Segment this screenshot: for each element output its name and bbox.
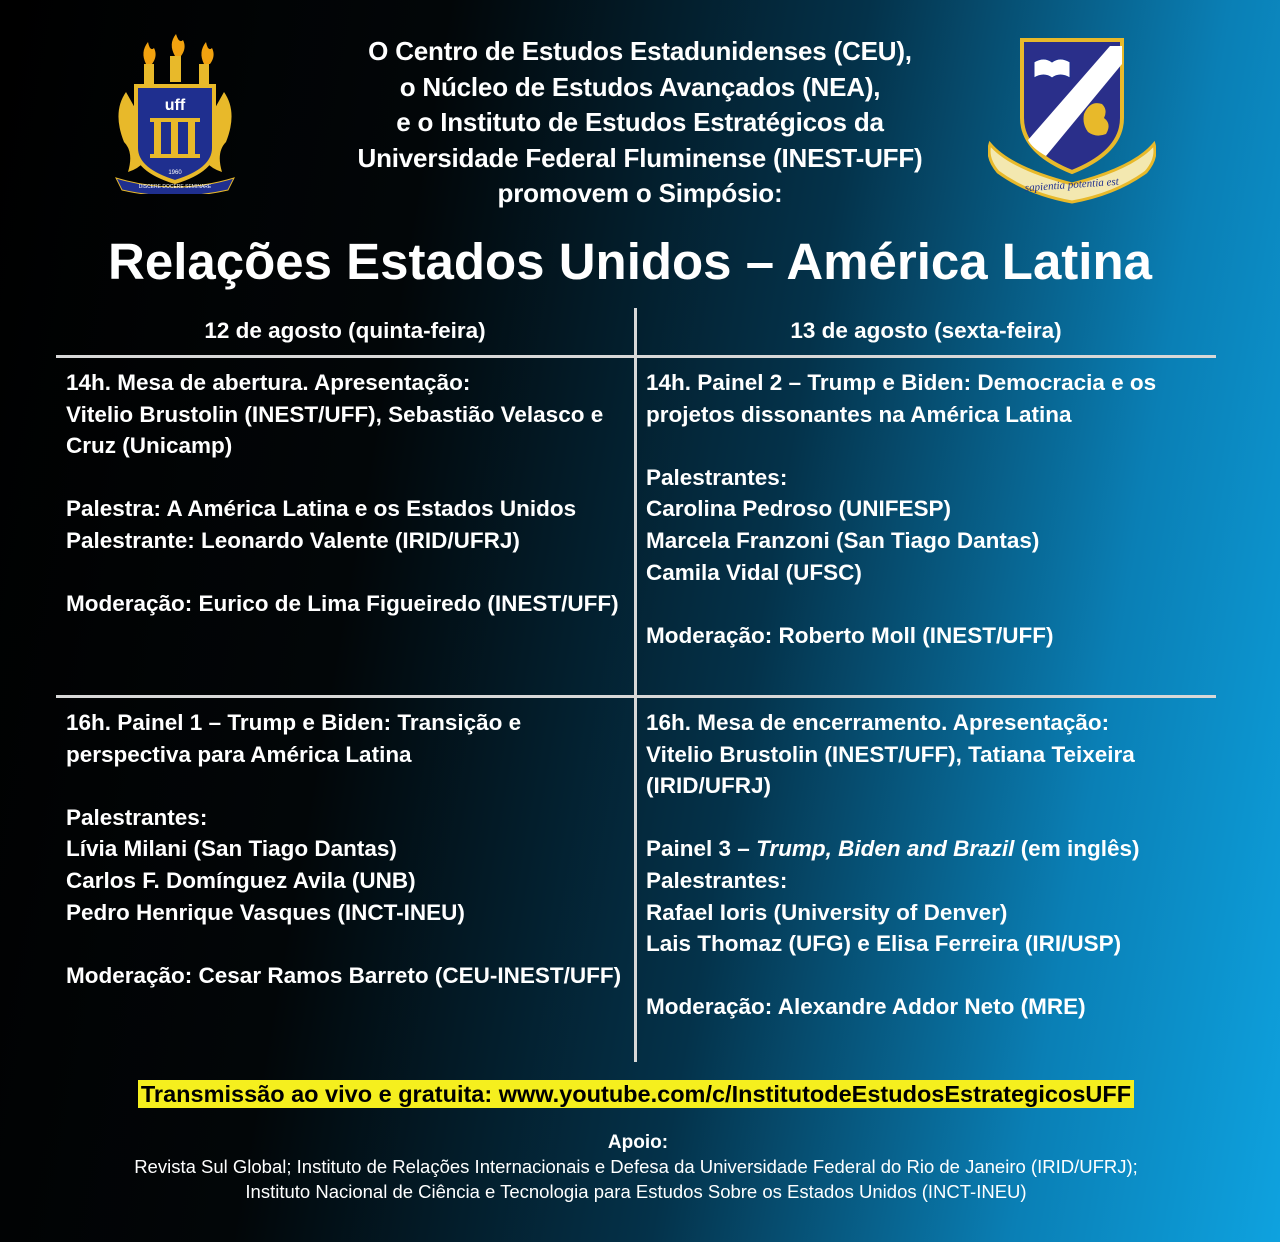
session-line: Moderação: Eurico de Lima Figueiredo (INEST/UFF) [66,591,619,617]
session-line: Lívia Milani (San Tiago Dantas) [66,836,397,862]
session-line: Moderação: Cesar Ramos Barreto (CEU-INEST/UFF) [66,962,622,988]
session-line: Camila Vidal (UFSC) [646,559,862,585]
support-line: Instituto Nacional de Ciência e Tecnologia para Estudos Sobre os Estados Unidos (INCT-INEU) [245,1181,1027,1202]
inest-crest-logo [988,36,1156,206]
live-stream-banner [0,1081,1272,1108]
session-day1-14h [66,367,619,620]
live-stream-link[interactable]: Transmissão ao vivo e gratuita: www.youtube.com/c/InstitutodeEstudosEstrategicosUFF [138,1080,1134,1108]
uff-crest-logo [108,34,242,194]
session-line: Vitelio Brustolin (INEST/UFF), Tatiana Teixeira [646,741,1135,767]
session-line: 16h. Mesa de encerramento. Apresentação: [646,710,1110,735]
session-line: Palestrante: Leonardo Valente (IRID/UFRJ) [66,527,520,553]
session-line [646,833,1139,865]
session-line: (IRID/UFRJ) [646,773,771,799]
session-line: Vitelio Brustolin (INEST/UFF), Sebastião Velasco e [66,401,604,427]
panel-title-italic: Trump, Biden and Brazil [756,836,1015,862]
organizers-header [300,34,980,212]
panel-suffix: (em inglês) [1014,836,1140,862]
uff-crest-text: uff [164,97,186,114]
session-line: Palestra: A América Latina e os Estados Unidos [66,496,577,522]
day-header-aug-12: 12 de agosto (quinta-feira) [204,318,486,343]
uff-crest-year: 1960 [168,170,182,176]
session-line: Moderação: Alexandre Addor Neto (MRE) [646,994,1086,1020]
session-day2-14h [646,367,1156,651]
session-line: 16h. Painel 1 – Trump e Biden: Transição e [66,710,522,735]
session-line: projetos dissonantes na América Latina [646,401,1072,427]
column-divider [634,308,637,1062]
day-header-aug-13: 13 de agosto (sexta-feira) [790,318,1062,343]
session-line: Rafael Ioris (University of Denver) [646,899,1008,925]
panel-prefix: Painel 3 – [646,836,757,862]
header-line: promovem o Simpósio: [497,178,783,208]
session-line: Cruz (Unicamp) [66,433,233,459]
session-day1-16h [66,707,621,991]
session-line: 14h. Mesa de abertura. Apresentação: [66,370,471,395]
session-line: Moderação: Roberto Moll (INEST/UFF) [646,622,1054,648]
symposium-title: Relações Estados Unidos – América Latina [108,233,1152,290]
session-line: Palestrantes: [66,804,208,830]
header-line: O Centro de Estudos Estadunidenses (CEU), [368,36,912,66]
session-day2-16h [646,707,1139,1023]
session-line: Carolina Pedroso (UNIFESP) [646,496,952,522]
session-line: perspectiva para América Latina [66,741,412,767]
support-line: Revista Sul Global; Instituto de Relações Internacionais e Defesa da Universidade Federal do Rio de Janeiro (IRID/UFRJ); [134,1156,1138,1177]
session-line: Marcela Franzoni (San Tiago Dantas) [646,527,1040,553]
inest-crest-motto: sapientia potentia est [1024,175,1120,195]
session-line: Carlos F. Domínguez Avila (UNB) [66,867,416,893]
header-line: o Núcleo de Estudos Avançados (NEA), [399,71,881,102]
row-divider [56,355,1216,358]
header-line: e o Instituto de Estudos Estratégicos da [396,107,884,137]
session-line: Palestrantes: [646,464,788,490]
session-line: Lais Thomaz (UFG) e Elisa Ferreira (IRI/USP) [646,931,1122,957]
session-line: 14h. Painel 2 – Trump e Biden: Democracia e os [646,370,1157,395]
session-line: Palestrantes: [646,867,788,893]
header-line: Universidade Federal Fluminense (INEST-UFF) [357,142,923,173]
row-divider [56,695,1216,698]
uff-crest-motto: DISCERE DOCERE SEMINARE [138,184,212,190]
session-line: Pedro Henrique Vasques (INCT-INEU) [66,899,465,925]
support-title: Apoio: [607,1132,669,1153]
